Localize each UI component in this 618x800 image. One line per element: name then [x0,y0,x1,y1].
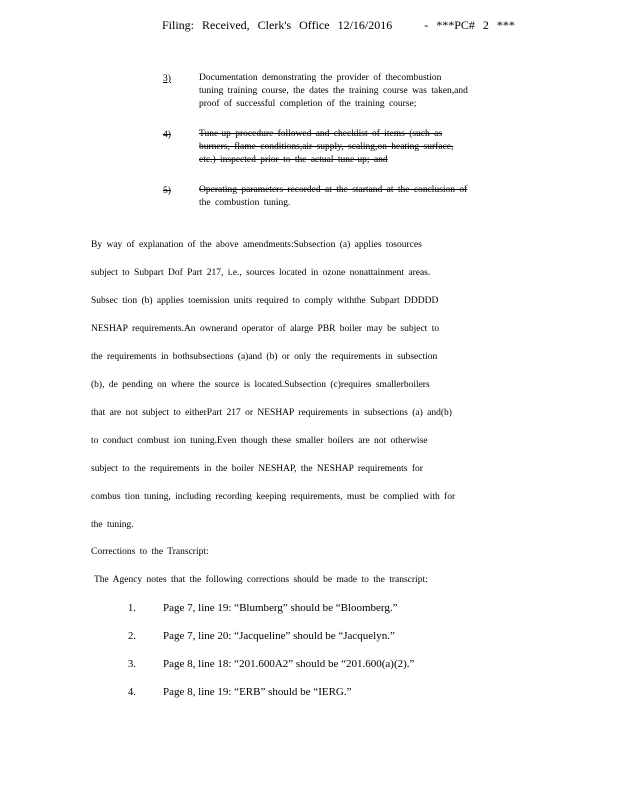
paragraph-line: the requirements in bothsubsections (a)and (b) or only the requirements in subsection [91,352,438,362]
pc-number-text: - ***PC# 2 *** [424,18,515,32]
paragraph-line: subject to the requirements in the boiler NESHAP, the NESHAP requirements for [91,464,423,474]
paragraph-line: (b), de pending on where the source is located.Subsection (c)requires smallerboilers [91,380,430,390]
correction-text: Page 7, line 19: “Blumberg” should be “Bloomberg.” [163,602,398,614]
list-item-line: etc.) inspected prior to the actual tune-up; and [199,155,388,165]
list-item-number: 4) [163,130,171,140]
list-item-line: Documentation demonstrating the provider of thecombustion [199,73,442,83]
correction-number: 1. [128,603,136,614]
correction-number: 3. [128,659,136,670]
paragraph-line: subject to Subpart Dof Part 217, i.e., sources located in ozone nonattainment areas. [91,268,431,278]
list-item-line: proof of successful completion of the training course; [199,99,417,109]
correction-text: Page 7, line 20: “Jacqueline” should be “Jacquelyn.” [163,630,395,642]
paragraph-line: that are not subject to eitherPart 217 or NESHAP requirements in subsections (a) and(b) [91,408,452,418]
correction-text: Page 8, line 18: “201.600A2” should be “201.600(a)(2).” [163,658,415,670]
list-item-line-struck: Operating parameters recorded at the startand at the conclusion of [199,185,468,195]
filing-header [162,18,515,33]
correction-text: Page 8, line 19: “ERB” should be “IERG.” [163,686,352,698]
paragraph-line: NESHAP requirements.An ownerand operator of alarge PBR boiler may be subject to [91,324,440,334]
list-item-number: 5) [163,186,171,196]
paragraph-line: Subsec tion (b) applies toemission units required to comply withthe Subpart DDDDD [91,296,439,306]
correction-number: 4. [128,687,136,698]
agency-note: The Agency notes that the following corrections should be made to the transcript: [94,575,428,585]
corrections-heading: Corrections to the Transcript: [91,547,209,557]
correction-number: 2. [128,631,136,642]
list-item-line: tuning training course, the dates the training course was taken,and [199,86,468,96]
list-item-number: 3) [163,74,171,84]
filing-received-text: Filing: Received, Clerk's Office 12/16/2016 [162,18,393,32]
list-item-line: burners, flame conditions,air supply, scaling,on heating surface, [199,142,454,152]
paragraph-line: By way of explanation of the above amendments:Subsection (a) applies tosources [91,240,422,250]
paragraph-line: the tuning. [91,520,134,530]
paragraph-line: to conduct combust ion tuning.Even though these smaller boilers are not otherwise [91,436,428,446]
list-item-text-struck [199,128,529,167]
list-item-line: the combustion tuning. [199,198,291,208]
list-item-line: Tune-up procedure followed and checklist of items (such as [199,129,443,139]
list-item-text [199,184,529,210]
paragraph-line: combus tion tuning, including recording keeping requirements, must be complied with for [91,492,456,502]
list-item-text [199,72,529,111]
